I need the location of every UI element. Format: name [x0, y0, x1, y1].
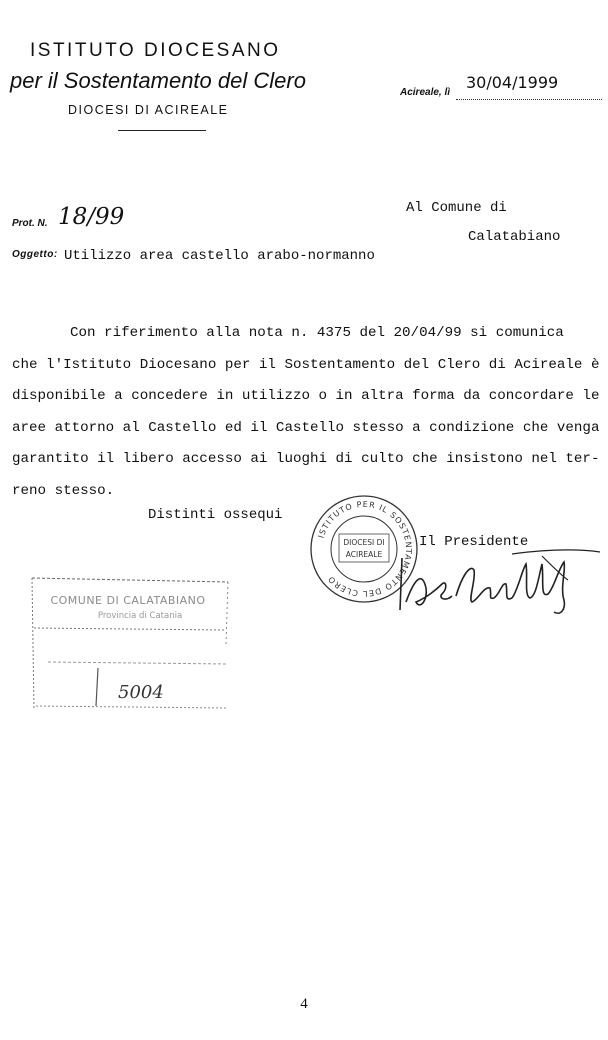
letterhead-subtitle: per il Sostentamento del Clero	[10, 68, 306, 93]
recipient-line-2: Calatabiano	[468, 229, 561, 245]
seal-center-line-1: DIOCESI DI	[343, 538, 385, 547]
seal-center-line-2: ACIREALE	[345, 550, 383, 559]
place-label: Acireale, lì	[400, 87, 451, 98]
signer-title: Il Presidente	[419, 534, 529, 550]
date-dotted-line	[456, 99, 602, 100]
page-number: 4	[300, 996, 308, 1012]
handwritten-signature	[392, 540, 604, 620]
body-line: garantito il libero accesso ai luoghi di culto che insistono nel ter-	[12, 451, 600, 467]
body-line: aree attorno al Castello ed il Castello stesso a condizione che venga	[12, 419, 600, 436]
letterhead-divider	[118, 130, 206, 131]
stamp-registration-number: 5004	[118, 682, 164, 703]
recipient-line-1: Al Comune di	[406, 200, 507, 216]
letter-date: 30/04/1999	[466, 73, 559, 92]
protocol-number: 18/99	[58, 204, 125, 230]
letterhead-institute-name: ISTITUTO DIOCESANO	[30, 40, 281, 61]
seal-ring-text: ISTITUTO PER IL SOSTENTAMENTO DEL CLERO	[316, 499, 414, 599]
subject-label: Oggetto:	[12, 249, 58, 260]
municipal-receipt-stamp	[28, 574, 234, 714]
body-line: disponibile a concedere in utilizzo o in altra forma da concordare le	[12, 388, 600, 404]
letterhead-diocese: DIOCESI DI ACIREALE	[68, 103, 229, 117]
closing-salutation: Distinti ossequi	[148, 507, 283, 523]
stamp-municipality: COMUNE DI CALATABIANO	[50, 594, 206, 607]
protocol-label: Prot. N.	[12, 218, 48, 229]
body-line: reno stesso.	[12, 482, 115, 499]
letter-body	[12, 318, 608, 507]
body-line: che l'Istituto Diocesano per il Sostentamento del Clero di Acireale è	[12, 356, 600, 373]
stamp-province: Provincia di Catania	[97, 611, 183, 621]
body-line: Con riferimento alla nota n. 4375 del 20/04/99 si comunica	[70, 325, 564, 341]
subject-text: Utilizzo area castello arabo-normanno	[64, 248, 375, 264]
